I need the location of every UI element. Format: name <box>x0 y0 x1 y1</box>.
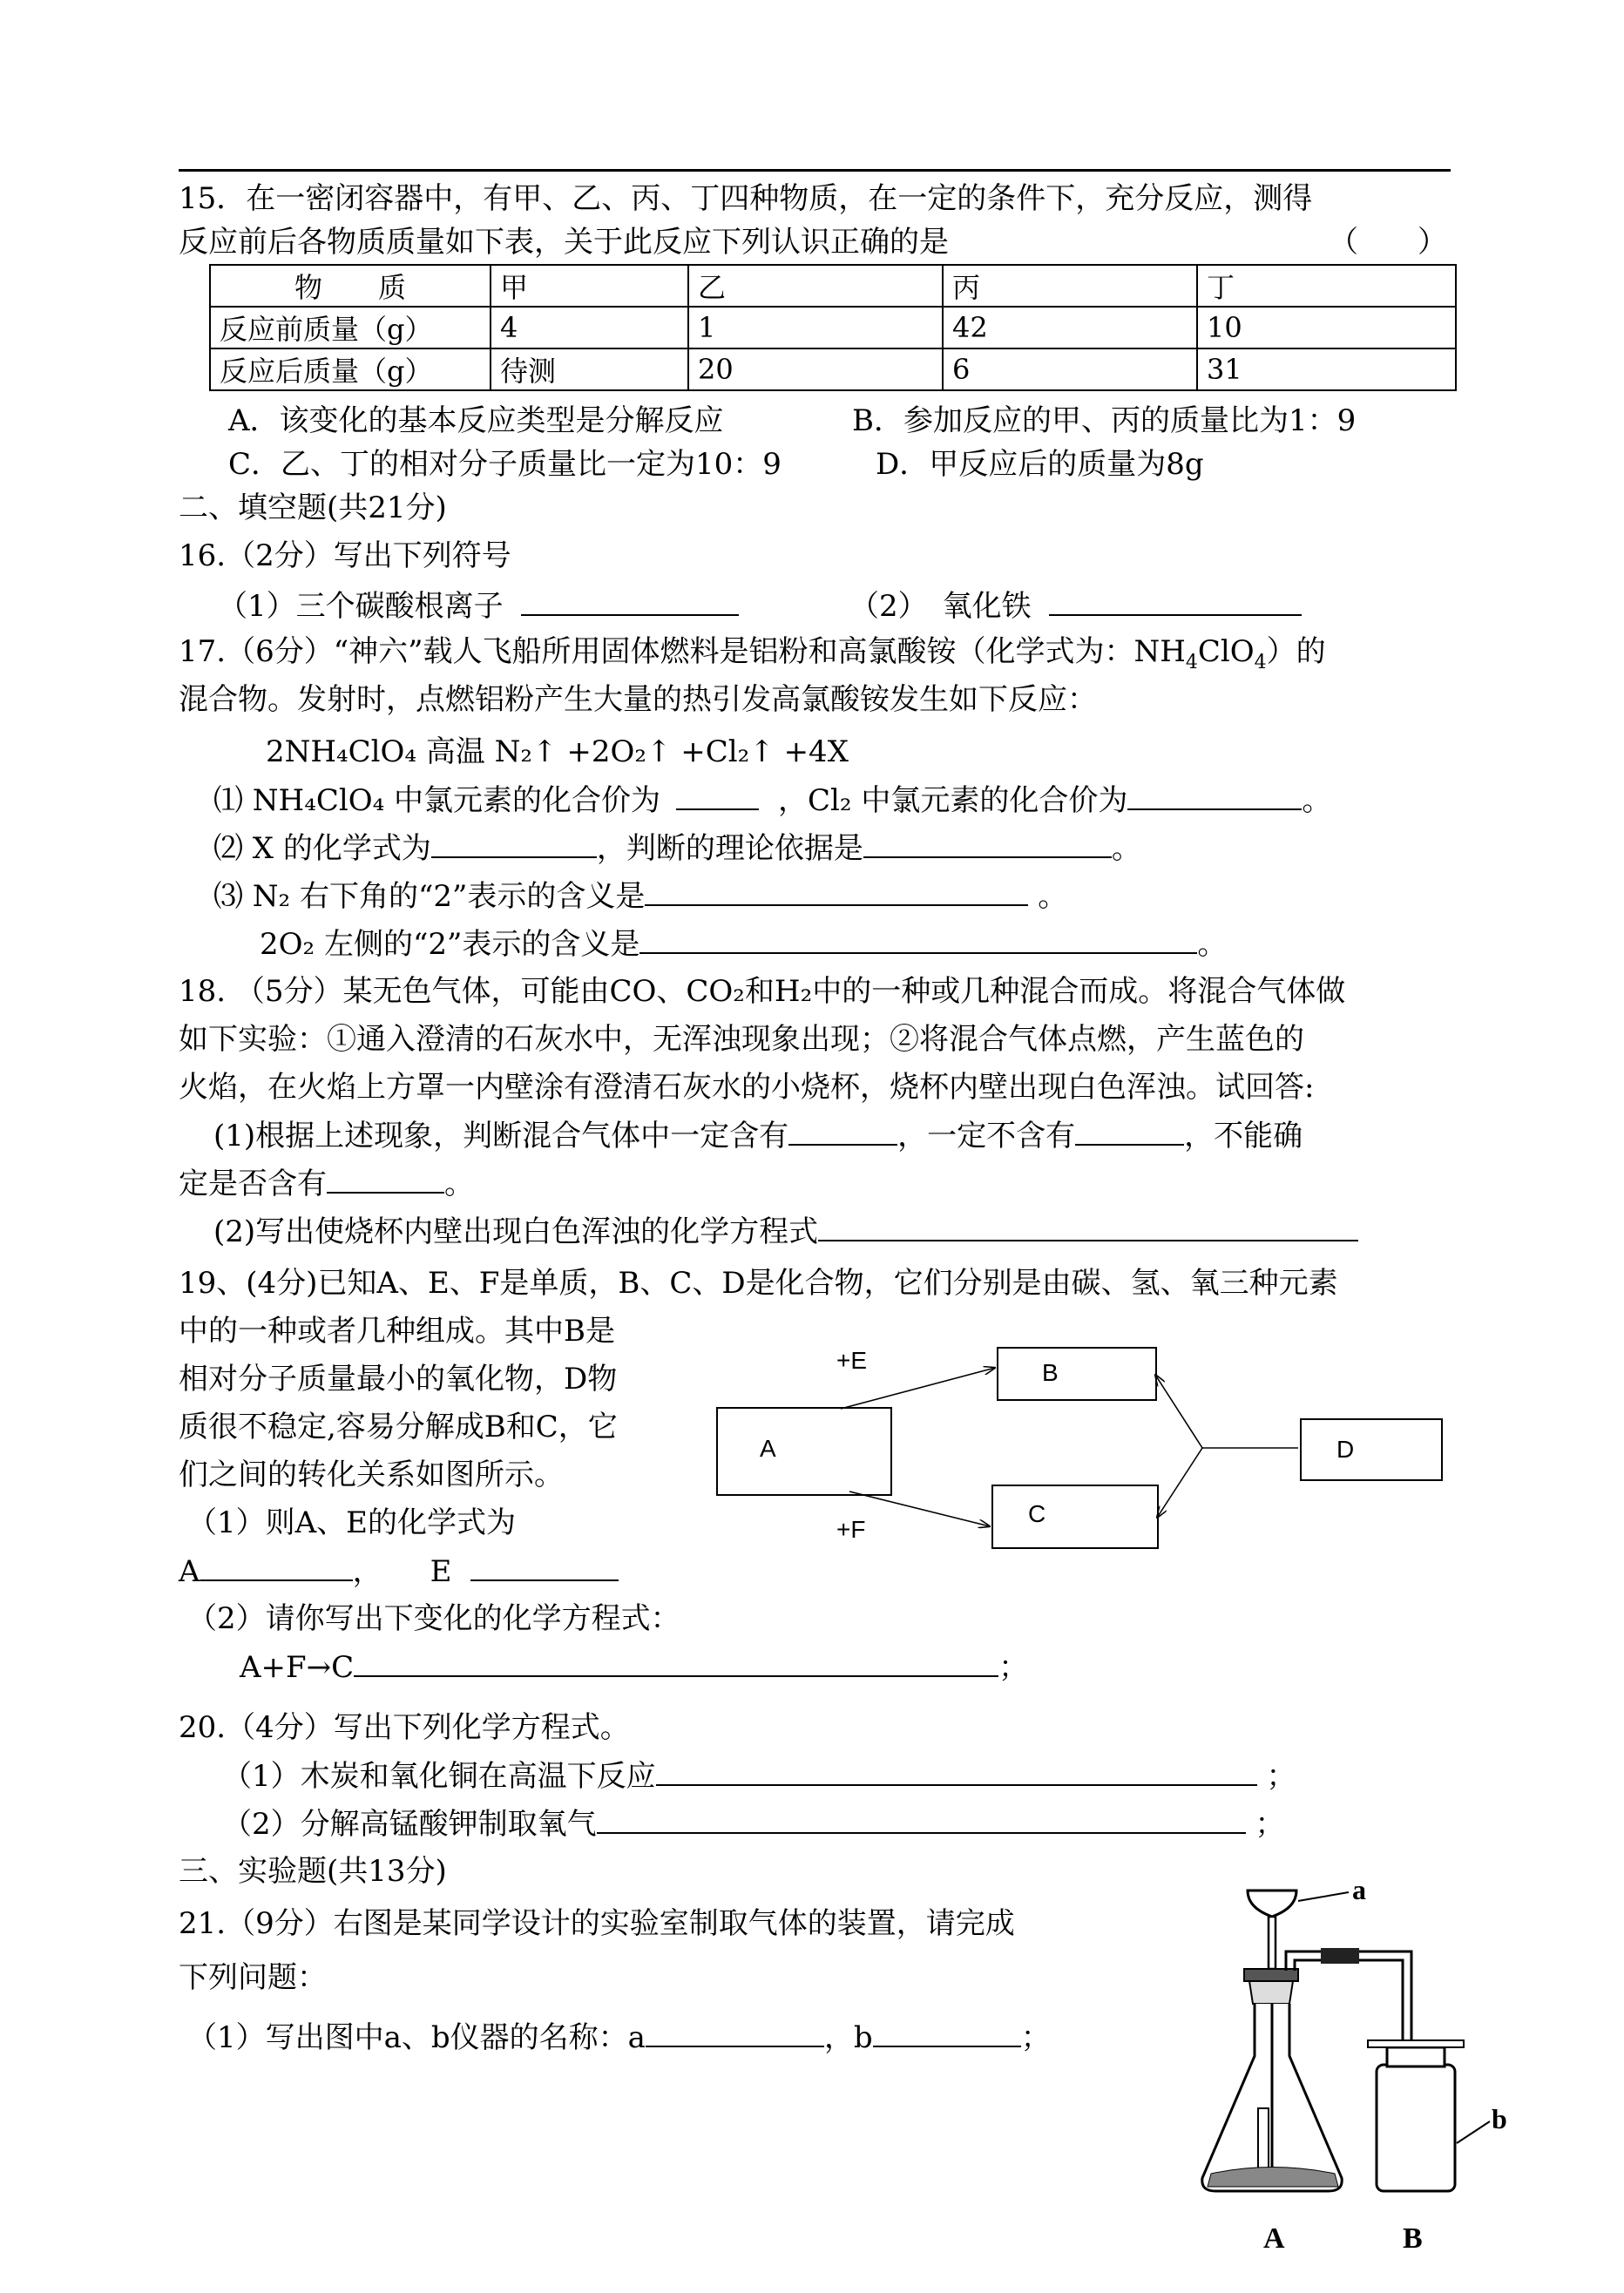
table-header-cell: 丁 <box>1197 265 1456 307</box>
q18-sub1-label2: ，一定不含有 <box>897 1119 1076 1153</box>
q17-sub3: ⑶ N₂ 右下角的“2”表示的含义是 。 <box>213 879 1068 914</box>
q21-b-blank[interactable] <box>873 2019 1021 2047</box>
q19-e-label: E <box>430 1554 452 1589</box>
q15-option-b: B．参加反应的甲、丙的质量比为1：9 <box>852 403 1357 438</box>
q17-line1-end: ）的 <box>1266 634 1326 669</box>
q17-sub1-label2: ，Cl₂ 中氯元素的化合价为 <box>778 783 1128 818</box>
label-apparatus-a: A <box>1263 2222 1285 2255</box>
arrow-a-to-c <box>849 1491 990 1526</box>
q19-sub1: （1）则A、E的化学式为 <box>187 1505 517 1540</box>
funnel-icon <box>1248 1891 1296 1917</box>
q21-b-label: ，b <box>823 2020 873 2055</box>
glass-plate <box>1368 2040 1464 2047</box>
diagram-label-b: B <box>1042 1359 1059 1386</box>
q19-line1: 19、(4分)已知A、E、F是单质，B、C、D是化合物，它们分别是由碳、氢、氧三种元素 <box>179 1266 1338 1301</box>
table-cell: 6 <box>943 348 1197 390</box>
q19-sub1-answers: A ， E <box>179 1553 619 1589</box>
section3-heading: 三、实验题(共13分) <box>179 1854 447 1889</box>
label-apparatus-b: B <box>1403 2222 1423 2255</box>
table-cell: 反应前质量（g） <box>210 307 491 348</box>
table-header-cell: 丙 <box>943 265 1197 307</box>
label-b: b <box>1492 2103 1507 2134</box>
table-cell: 20 <box>688 348 943 390</box>
q17-equation: 2NH₄ClO₄ 高温 N₂↑ +2O₂↑ +Cl₂↑ +4X <box>266 734 849 769</box>
pointer-line-a <box>1298 1892 1349 1901</box>
diagram-label-a: A <box>760 1435 776 1462</box>
q21-line2: 下列问题： <box>179 1960 327 1995</box>
q18-line2: 如下实验：①通入澄清的石灰水中，无浑浊现象出现；②将混合气体点燃，产生蓝色的 <box>179 1022 1304 1057</box>
stopper-top <box>1244 1969 1298 1981</box>
q17-sub3-second: 2O₂ 左侧的“2”表示的含义是 。 <box>260 927 1228 962</box>
table-cell: 1 <box>688 307 943 348</box>
q17-sub2-label: ⑵ X 的化学式为 <box>213 831 431 866</box>
table-cell: 31 <box>1197 348 1456 390</box>
diagram-label-d: D <box>1336 1436 1355 1463</box>
q15-option-a: A．该变化的基本反应类型是分解反应 <box>228 403 724 438</box>
q18-line3: 火焰，在火焰上方罩一内壁涂有澄清石灰水的小烧杯，烧杯内壁出现白色浑浊。试回答: <box>179 1070 1315 1105</box>
diagram-label-c: C <box>1028 1500 1046 1527</box>
arrow-d-to-c <box>1157 1448 1202 1518</box>
q15-line1: 15．在一密闭容器中，有甲、乙、丙、丁四种物质，在一定的条件下，充分反应，测得 <box>179 181 1313 216</box>
label-a: a <box>1352 1874 1366 1905</box>
q16-part2-label: （2） 氧化铁 <box>849 589 1032 624</box>
q16-part1-label: （1）三个碳酸根离子 <box>218 589 504 624</box>
q17-sub1-label: ⑴ NH₄ClO₄ 中氯元素的化合价为 <box>213 783 661 818</box>
q20-part2-label: （2）分解高锰酸钾制取氧气 <box>222 1807 597 1842</box>
table-cell: 反应后质量（g） <box>210 348 491 390</box>
q19-eq-label: A+F→C <box>240 1650 355 1685</box>
gas-jar-icon <box>1377 2065 1455 2191</box>
diagram-label-plus-f: +F <box>836 1516 866 1543</box>
q19-line5: 们之间的转化关系如图所示。 <box>179 1458 564 1492</box>
gas-jar-neck <box>1387 2047 1445 2066</box>
table-cell: 待测 <box>491 348 688 390</box>
q18-sub2-label: (2)写出使烧杯内壁出现白色浑浊的化学方程式 <box>213 1214 819 1249</box>
q20-title: 20.（4分）写出下列化学方程式。 <box>179 1710 630 1745</box>
q17-sub3-label: ⑶ N₂ 右下角的“2”表示的含义是 <box>213 879 646 914</box>
q21-a-blank[interactable] <box>646 2019 824 2047</box>
q15-option-c: C．乙、丁的相对分子质量比一定为10：9 <box>228 447 782 482</box>
q21-line1: 21.（9分）右图是某同学设计的实验室制取气体的装置，请完成 <box>179 1906 1015 1941</box>
q20-part2-blank[interactable] <box>597 1806 1246 1834</box>
q19-line2: 中的一种或者几种组成。其中B是 <box>179 1314 615 1349</box>
q19-sub2: （2）请你写出下变化的化学方程式： <box>187 1601 680 1636</box>
q17-subscript: 4 <box>1254 651 1267 673</box>
pointer-line-b <box>1457 2121 1490 2143</box>
q21-sub1: （1）写出图中a、b仪器的名称：a ，b ； <box>187 2020 1051 2055</box>
diagram-label-plus-e: +E <box>836 1347 868 1374</box>
rubber-connector <box>1321 1948 1359 1964</box>
q20-part1-blank[interactable] <box>656 1758 1257 1786</box>
gas-apparatus-figure <box>1133 1874 1516 2283</box>
q19-line3: 相对分子质量最小的氧化物，D物 <box>179 1362 618 1397</box>
q19-a-label: A <box>179 1554 200 1589</box>
q21-sub1-label: （1）写出图中a、b仪器的名称：a <box>187 2020 646 2055</box>
funnel-stem <box>1269 1917 1276 1969</box>
table-cell: 10 <box>1197 307 1456 348</box>
q20-part1: （1）木炭和氧化铜在高温下反应 ； <box>222 1759 1296 1794</box>
q17-sub1: ⑴ NH₄ClO₄ 中氯元素的化合价为 ，Cl₂ 中氯元素的化合价为 。 <box>213 783 1332 818</box>
q15-option-d: D．甲反应后的质量为8g <box>876 447 1204 482</box>
q19-line4: 质很不稳定,容易分解成B和C，它 <box>179 1410 618 1444</box>
q18-sub1-label3: ，不能确 <box>1184 1119 1303 1153</box>
arrow-d-to-b <box>1155 1375 1202 1448</box>
q15-answer-paren: （ ） <box>1329 225 1447 260</box>
q18-sub1-label: (1)根据上述现象，判断混合气体中一定含有 <box>213 1119 789 1153</box>
table-cell: 4 <box>491 307 688 348</box>
q17-sub2-label2: ，判断的理论依据是 <box>596 831 863 866</box>
q17-sub2: ⑵ X 的化学式为 ，判断的理论依据是 。 <box>213 831 1141 866</box>
q16-title: 16.（2分）写出下列符号 <box>179 538 511 573</box>
q20-part1-label: （1）木炭和氧化铜在高温下反应 <box>222 1759 656 1794</box>
table-header-cell: 甲 <box>491 265 688 307</box>
table-header-cell: 物 质 <box>210 265 491 307</box>
q15-line2: 反应前后各物质质量如下表，关于此反应下列认识正确的是 <box>179 225 949 260</box>
q17-line2: 混合物。发射时，点燃铝粉产生大量的热引发高氯酸铵发生如下反应： <box>179 682 1097 717</box>
stopper-body <box>1249 1981 1293 2004</box>
q17-line1: 17.（6分）“神六”载人飞船所用固体燃料是铝粉和高氯酸铵（化学式为：$NH_4ClO_4$）的 <box>179 634 1326 673</box>
arrow-a-to-b <box>841 1368 995 1409</box>
table-cell: 42 <box>943 307 1197 348</box>
q20-part2: （2）分解高锰酸钾制取氧气 ； <box>222 1807 1285 1842</box>
q17-line1-text: 17.（6分）“神六”载人飞船所用固体燃料是铝粉和高氯酸铵（化学式为：NH <box>179 634 1186 669</box>
q17-subscript: 4 <box>1185 651 1198 673</box>
q19-sub2-eq: A+F→C ； <box>240 1650 1029 1685</box>
q18-sub1-label4: 定是否含有 <box>179 1167 327 1201</box>
q18-line1: 18. （5分）某无色气体，可能由CO、CO₂和H₂中的一种或几种混合而成。将混合气体做 <box>179 974 1346 1009</box>
q18-sub1-cont: 定是否含有 。 <box>179 1167 474 1201</box>
q17-sub3-label2: 2O₂ 左侧的“2”表示的含义是 <box>260 927 640 962</box>
table-header-cell: 乙 <box>688 265 943 307</box>
section2-heading: 二、填空题(共21分) <box>179 490 447 525</box>
